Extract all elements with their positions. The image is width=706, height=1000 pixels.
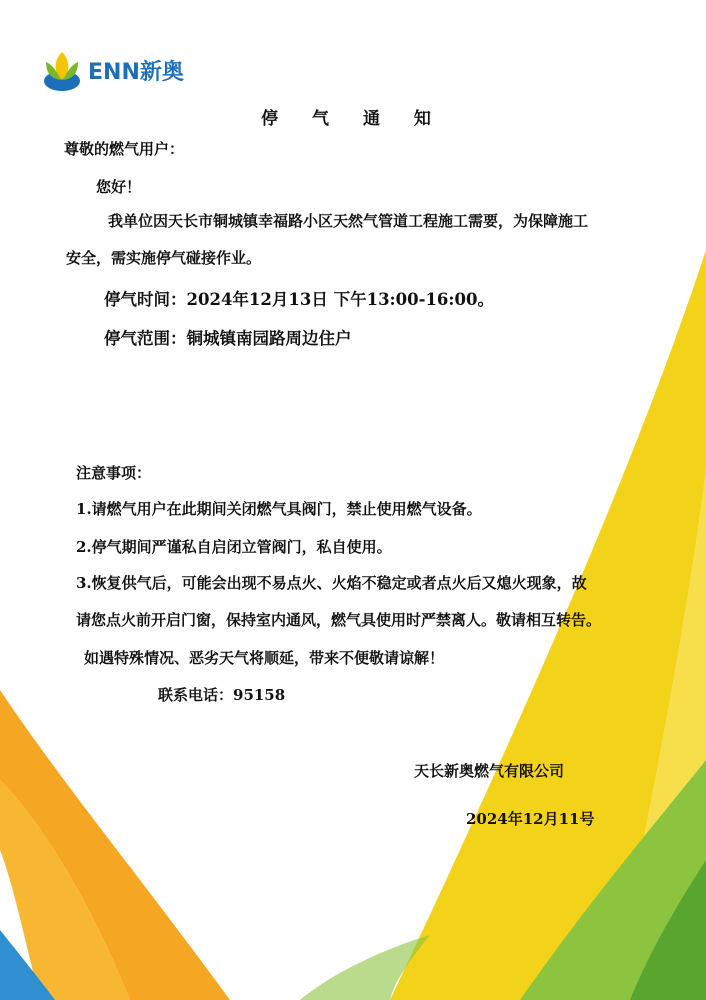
note-item-2: 2.停气期间严谨私自启闭立管阀门，私自使用。 [76, 538, 392, 556]
note-item-3-line-1: 3.恢复供气后，可能会出现不易点火、火焰不稳定或者点火后又熄火现象，故 [76, 574, 587, 592]
body-line-1: 我单位因天长市铜城镇幸福路小区天然气管道工程施工需要，为保障施工 [108, 212, 589, 230]
body-line-2: 安全，需实施停气碰接作业。 [66, 249, 262, 267]
logo-text: ENN新奥 [88, 60, 184, 85]
greeting: 您好！ [96, 178, 142, 196]
enn-logo-icon [42, 48, 82, 92]
notice-title: 停 气 通 知 [261, 109, 445, 129]
contact-phone: 联系电话：95158 [158, 686, 286, 704]
outage-range: 停气范围：铜城镇南园路周边住户 [104, 329, 352, 348]
weather-delay-note: 如遇特殊情况、恶劣天气将顺延，带来不便敬请谅解！ [84, 649, 445, 667]
notes-heading: 注意事项： [76, 464, 152, 482]
enn-logo [42, 48, 192, 92]
company-name: 天长新奥燃气有限公司 [414, 762, 565, 780]
note-item-3-line-2: 请您点火前开启门窗，保持室内通风，燃气具使用时严禁离人。敬请相互转告。 [76, 611, 602, 629]
outage-time: 停气时间：2024年12月13日 下午13:00-16:00。 [104, 290, 494, 309]
salutation: 尊敬的燃气用户： [64, 140, 185, 158]
note-item-1: 1.请燃气用户在此期间关闭燃气具阀门，禁止使用燃气设备。 [76, 500, 482, 518]
notice-date: 2024年12月11号 [466, 810, 595, 828]
